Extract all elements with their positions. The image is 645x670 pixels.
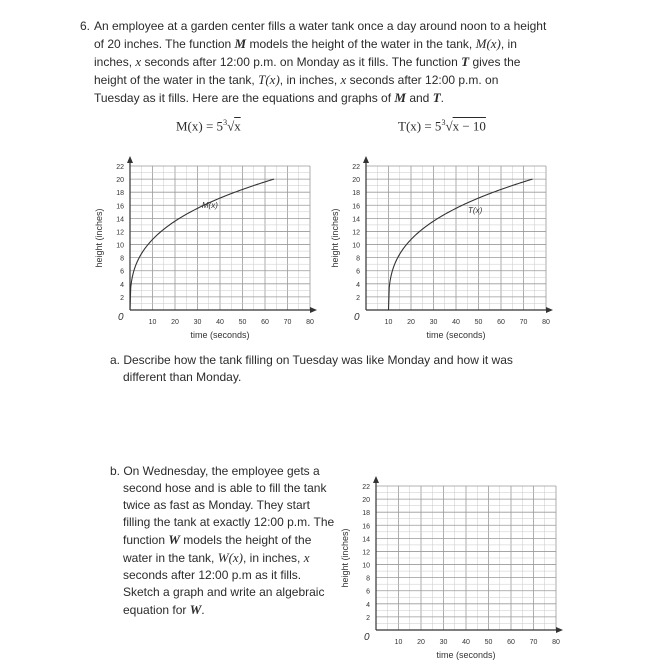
x-tick-label: 40 xyxy=(216,319,224,326)
y-tick-label: 8 xyxy=(356,255,360,263)
y-tick-label: 6 xyxy=(356,268,360,276)
y-axis-title: height (inches) xyxy=(94,208,104,268)
x-axis-arrow-icon xyxy=(310,307,317,313)
data-point xyxy=(273,178,275,180)
data-point xyxy=(399,253,401,255)
y-tick-label: 16 xyxy=(362,523,370,531)
x-tick-label: 60 xyxy=(497,319,505,326)
y-tick-label: 2 xyxy=(366,614,370,622)
x-axis-title: time (seconds) xyxy=(426,330,486,340)
data-point xyxy=(455,207,457,209)
y-axis-title: height (inches) xyxy=(340,528,350,588)
x-tick-label: 40 xyxy=(462,639,470,646)
equation-t: $T(x) = 5^3√x - 10$ xyxy=(398,118,486,134)
problem-statement xyxy=(80,18,550,107)
data-point xyxy=(152,239,154,241)
graph-w-blank-grid[interactable] xyxy=(336,465,581,665)
graph-m xyxy=(90,145,335,345)
x-tick-label: 50 xyxy=(238,319,247,326)
problem-line-3: inches, x seconds after 12:00 p.m. on Monday as it fills. The function T gives the xyxy=(94,54,521,69)
y-tick-label: 12 xyxy=(362,549,370,557)
x-tick-label: 20 xyxy=(171,319,179,326)
data-point xyxy=(197,207,199,209)
x-tick-label: 60 xyxy=(507,639,515,646)
x-tick-label: 40 xyxy=(452,319,460,326)
x-tick-label: 10 xyxy=(384,319,393,326)
y-tick-label: 16 xyxy=(116,203,124,211)
data-point xyxy=(140,253,142,255)
y-tick-label: 20 xyxy=(352,177,360,185)
data-point xyxy=(129,309,131,311)
data-point xyxy=(131,276,133,278)
problem-line-5: Tuesday as it fills. Here are the equations and graphs of M and T. xyxy=(94,90,444,105)
x-tick-label: 30 xyxy=(193,319,202,326)
data-point xyxy=(219,197,221,199)
y-tick-label: 22 xyxy=(362,484,370,491)
origin-label: 0 xyxy=(364,632,370,643)
problem-line-4: height of the water in the tank, T(x), in inches, x seconds after 12:00 p.m. on xyxy=(94,72,499,87)
y-tick-label: 14 xyxy=(352,216,360,224)
x-axis-arrow-icon xyxy=(556,627,563,633)
x-tick-label: 80 xyxy=(552,639,560,646)
y-tick-label: 12 xyxy=(116,229,124,237)
x-tick-label: 80 xyxy=(306,319,314,326)
problem-line-2: of 20 inches. The function M models the height of the water in the tank, M(x), in xyxy=(94,36,517,51)
y-tick-label: 14 xyxy=(116,216,124,224)
x-tick-label: 70 xyxy=(529,639,538,646)
x-tick-label: 70 xyxy=(283,319,292,326)
graph-t xyxy=(326,145,571,345)
x-tick-label: 50 xyxy=(484,639,493,646)
y-tick-label: 20 xyxy=(116,177,124,185)
y-tick-label: 2 xyxy=(356,294,360,302)
origin-label: 0 xyxy=(118,312,124,323)
data-point xyxy=(242,189,244,191)
equation-m: $M(x) = 5^3√x$ xyxy=(176,118,241,134)
x-axis-title: time (seconds) xyxy=(190,330,250,340)
y-tick-label: 2 xyxy=(120,294,124,302)
data-point xyxy=(264,181,266,183)
y-tick-label: 6 xyxy=(120,268,124,276)
y-tick-label: 18 xyxy=(116,190,124,198)
y-tick-label: 6 xyxy=(366,588,370,596)
x-tick-label: 80 xyxy=(542,319,550,326)
data-point xyxy=(388,309,390,311)
curve-label: T(x) xyxy=(468,206,483,216)
y-tick-label: 18 xyxy=(362,510,370,518)
x-tick-label: 10 xyxy=(394,639,403,646)
part-a-question: a. Describe how the tank filling on Tuesday was like Monday and how it was different than Monday. xyxy=(110,353,513,384)
data-point xyxy=(410,239,412,241)
y-tick-label: 8 xyxy=(120,255,124,263)
problem-number: 6. xyxy=(80,19,91,33)
y-tick-label: 16 xyxy=(352,203,360,211)
y-tick-label: 22 xyxy=(352,164,360,171)
data-point xyxy=(500,189,502,191)
x-axis-title: time (seconds) xyxy=(436,650,496,660)
y-tick-label: 12 xyxy=(352,229,360,237)
y-tick-label: 22 xyxy=(116,164,124,171)
y-tick-label: 8 xyxy=(366,575,370,583)
x-tick-label: 50 xyxy=(474,319,483,326)
origin-label: 0 xyxy=(354,312,360,323)
y-tick-label: 10 xyxy=(352,242,360,250)
x-tick-label: 30 xyxy=(429,319,438,326)
x-tick-label: 30 xyxy=(439,639,448,646)
y-tick-label: 20 xyxy=(362,497,370,505)
y-tick-label: 14 xyxy=(362,536,370,544)
data-point xyxy=(433,220,435,222)
x-tick-label: 70 xyxy=(519,319,528,326)
x-tick-label: 10 xyxy=(148,319,157,326)
part-b-question: b. On Wednesday, the employee gets a second hose and is able to fill the tank twice as fast as Monday. They start filling the tank at exactly 12:00 p.m. The function W models the height of the water in the tank, W(x), in inches, x seconds after 12:00 p.m as it fills. Sketch a graph and write an algebraic equation for W. xyxy=(110,464,335,617)
data-point xyxy=(532,178,534,180)
x-tick-label: 60 xyxy=(261,319,269,326)
data-point xyxy=(174,220,176,222)
y-axis-arrow-icon xyxy=(127,156,133,163)
x-tick-label: 20 xyxy=(417,639,425,646)
y-axis-arrow-icon xyxy=(363,156,369,163)
y-tick-label: 18 xyxy=(352,190,360,198)
data-point xyxy=(390,276,392,278)
y-axis-title: height (inches) xyxy=(330,208,340,268)
y-tick-label: 4 xyxy=(356,281,360,289)
y-tick-label: 4 xyxy=(120,281,124,289)
problem-line-1: An employee at a garden center fills a water tank once a day around noon to a height xyxy=(94,19,547,33)
y-axis-arrow-icon xyxy=(373,476,379,483)
x-tick-label: 20 xyxy=(407,319,415,326)
x-axis-arrow-icon xyxy=(546,307,553,313)
y-tick-label: 4 xyxy=(366,601,370,609)
data-point xyxy=(523,181,525,183)
y-tick-label: 10 xyxy=(362,562,370,570)
curve-label: M(x) xyxy=(201,200,218,210)
data-point xyxy=(478,197,480,199)
y-tick-label: 10 xyxy=(116,242,124,250)
